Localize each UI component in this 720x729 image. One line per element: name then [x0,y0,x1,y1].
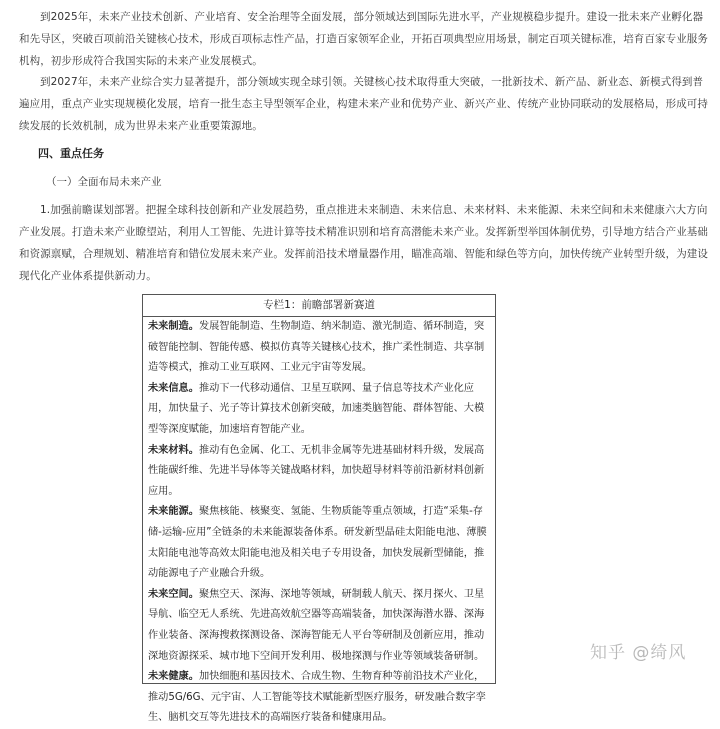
feature-entry [143,585,495,667]
feature-entry [143,317,495,379]
zhihu-watermark: 知乎 @绮风 [590,643,687,663]
entry-label: 未来空间。 [148,588,199,600]
entry-label: 未来信息。 [148,382,199,394]
entry-label: 未来制造。 [148,321,199,332]
entry-text: 聚焦核能、核聚变、氢能、生物质能等重点领域，打造“采集-存储-运输-应用”全链条的未来能源装备体系。研发新型晶硅太阳能电池、薄膜太阳能电池等高效太阳能电池及相关电子专用设备，加快发展新型储能，推动能源电子产业融合升级。 [148,506,487,580]
paragraph-planning: 1.加强前瞻谋划部署。把握全球科技创新和产业发展趋势，重点推进未来制造、未来信息、未来材料、未来能源、未来空间和未来健康六大方向产业发展。打造未来产业瞭望站，利用人工智能、先进计算等技术精准识别和培育高潜能未来产业。发挥新型举国体制优势，引导地方结合产业基础和资源禀赋，合理规划、精准培育和错位发展未来产业。发挥前沿技术增量器作用，瞄准高端、智能和绿色等方向，加快传统产业转型升级，为建设现代化产业体系提供新动力。 [19,204,708,282]
paragraph-2027-goals: 到2027年，未来产业综合实力显著提升，部分领域实现全球引领。关键核心技术取得重大突破，一批新技术、新产品、新业态、新模式得到普遍应用，重点产业实现规模化发展，培育一批生态主导型领军企业，构建未来产业和优势产业、新兴产业、传统产业协同联动的发展格局，形成可持续发展的长效机制，成为世界未来产业重要策源地。 [19,76,708,132]
feature-entry [143,502,495,584]
feature-entry [143,379,495,441]
feature-box [142,294,496,724]
entry-label: 未来健康。 [148,671,199,683]
subheading: （一）全面布局未来产业 [46,176,162,188]
entry-label: 未来能源。 [148,506,199,518]
entry-text: 加快细胞和基因技术、合成生物、生物育种等前沿技术产业化，推动5G/6G、元宇宙、人工智能等技术赋能新型医疗服务，研发融合数字孪生、脑机交互等先进技术的高端医疗装备和健康用品。 [148,671,486,724]
section-heading: 四、重点任务 [38,147,104,160]
feature-entry [143,441,495,503]
paragraph-2025-goals: 到2025年，未来产业技术创新、产业培育、安全治理等全面发展，部分领域达到国际先进水平，产业规模稳步提升。建设一批未来产业孵化器和先导区，突破百项前沿关键核心技术，形成百项标志性产品，打造百家领军企业，开拓百项典型应用场景，制定百项关键标准，培育百家专业服务机构，初步形成符合我国实际的未来产业发展模式。 [19,11,708,67]
entry-text: 聚焦空天、深海、深地等领域，研制载人航天、探月探火、卫星导航、临空无人系统、先进高效航空器等高端装备，加快深海潜水器、深海作业装备、深海搜救探测设备、深海智能无人平台等研制及创新应用，推动深地资源探采、城市地下空间开发利用、极地探测与作业等领域装备研制。 [148,588,485,662]
feature-entry [143,667,495,729]
feature-box-title: 专栏1：前瞻部署新赛道 [143,295,495,317]
entry-text: 发展智能制造、生物制造、纳米制造、激光制造、循环制造，突破智能控制、智能传感、模拟仿真等关键核心技术，推广柔性制造、共享制造等模式，推动工业互联网、工业元宇宙等发展。 [148,321,485,374]
entry-text: 推动下一代移动通信、卫星互联网、量子信息等技术产业化应用，加快量子、光子等计算技术创新突破，加速类脑智能、群体智能、大模型等深度赋能，加速培育智能产业。 [148,382,485,435]
entry-label: 未来材料。 [148,444,199,456]
entry-text: 推动有色金属、化工、无机非金属等先进基础材料升级，发展高性能碳纤维、先进半导体等关键战略材料，加快超导材料等前沿新材料创新应用。 [148,444,485,497]
